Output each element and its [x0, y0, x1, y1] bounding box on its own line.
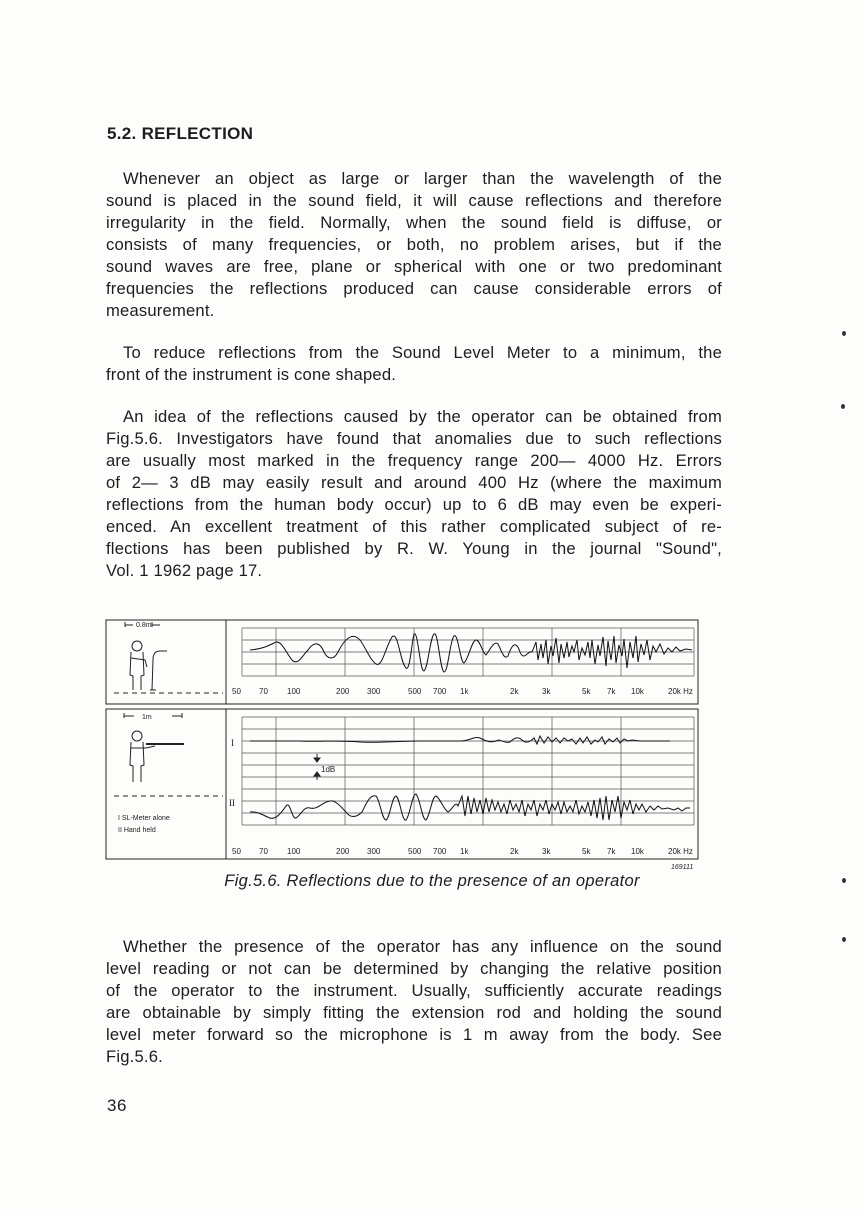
tick-label: 300: [367, 847, 381, 856]
tick-label: 10k: [631, 847, 644, 856]
distance-label-top: 0.8m: [136, 622, 152, 629]
text-line: frequencies the reflections produced can cause considerable errors of: [106, 279, 722, 298]
text-line: Fig.5.6.: [106, 1047, 163, 1066]
tick-label: 5k: [582, 847, 591, 856]
distance-label-bottom: 1m: [142, 714, 152, 721]
text-line: of 2— 3 dB may easily result and around 400 Hz (where the maximum: [106, 473, 722, 492]
operator-illustration-bottom: [114, 713, 223, 796]
trace-label-hand-held: II: [229, 798, 235, 808]
trace-label-sl-meter: I: [231, 738, 234, 748]
response-trace-sl-meter-alone: [250, 736, 670, 744]
tick-label: 70: [259, 687, 268, 696]
tick-label: 1k: [460, 687, 469, 696]
text-line: level reading or not can be determined by changing the relative position: [106, 959, 722, 978]
scale-label-1db: 1dB: [321, 765, 336, 774]
tick-label: 50: [232, 847, 241, 856]
text-line: measurement.: [106, 301, 215, 320]
response-trace-top: [250, 634, 692, 672]
text-line: Whether the presence of the operator has any influence on the sound: [123, 937, 722, 956]
tick-label: 200: [336, 847, 350, 856]
tick-label: 300: [367, 687, 381, 696]
text-line: To reduce reflections from the Sound Level Meter to a minimum, the: [123, 343, 722, 362]
text-line: front of the instrument is cone shaped.: [106, 365, 397, 384]
paragraph-operator-influence: [106, 936, 722, 1068]
tick-label: 100: [287, 847, 301, 856]
tick-label: 7k: [607, 847, 616, 856]
legend-sl-meter-alone: I SL-Meter alone: [118, 815, 170, 822]
tick-label: 2k: [510, 687, 519, 696]
text-line: Whenever an object as large or larger than the wavelength of the: [123, 169, 722, 188]
tick-label: 20k Hz: [668, 687, 693, 696]
text-line: are usually most marked in the frequency range 200— 4000 Hz. Errors: [106, 451, 722, 470]
tick-label: 2k: [510, 847, 519, 856]
text-line: irregularity in the field. Normally, when the sound field is diffuse, or: [106, 213, 722, 232]
tick-label: 700: [433, 687, 447, 696]
margin-mark: [842, 331, 846, 336]
text-line: are obtainable by simply fitting the extension rod and holding the sound: [106, 1003, 722, 1022]
bottom-panel-frame: [106, 709, 698, 859]
tick-label: 3k: [542, 847, 551, 856]
tick-label: 200: [336, 687, 350, 696]
tick-label: 7k: [607, 687, 616, 696]
text-line: Vol. 1 1962 page 17.: [106, 561, 263, 580]
db-scale-marker: [314, 754, 320, 780]
tick-label: 100: [287, 687, 301, 696]
response-trace-hand-held: [250, 794, 690, 820]
text-line: Fig.5.6. Investigators have found that anomalies due to such reflections: [106, 429, 722, 448]
legend-hand-held: II Hand held: [118, 827, 156, 834]
tick-label: 500: [408, 687, 422, 696]
top-grid: [242, 628, 694, 676]
page-number: 36: [107, 1096, 127, 1115]
tick-label: 20k Hz: [668, 847, 693, 856]
tick-label: 1k: [460, 847, 469, 856]
figure-caption: Fig.5.6. Reflections due to the presence of an operator: [224, 872, 640, 890]
tick-label: 10k: [631, 687, 644, 696]
tick-label: 700: [433, 847, 447, 856]
text-line: reflections from the human body occur) up to 6 dB may even be experi-: [106, 495, 722, 514]
operator-illustration-top: [114, 622, 223, 693]
tick-label: 3k: [542, 687, 551, 696]
frequency-axis-top: [232, 687, 693, 696]
margin-mark: [842, 878, 846, 883]
bottom-panel: [106, 709, 698, 859]
frequency-axis-bottom: [232, 847, 693, 856]
top-panel: [106, 620, 698, 704]
section-heading: 5.2. REFLECTION: [107, 124, 254, 143]
text-line: of the operator to the instrument. Usually, sufficiently accurate readings: [106, 981, 722, 1000]
tick-label: 5k: [582, 687, 591, 696]
text-line: consists of many frequencies, or both, no problem arises, but if the: [106, 235, 722, 254]
tick-label: 70: [259, 847, 268, 856]
text-line: sound waves are free, plane or spherical with one or two predominant: [106, 257, 722, 276]
margin-mark: [842, 937, 846, 942]
margin-mark: [841, 404, 845, 409]
tick-label: 50: [232, 687, 241, 696]
text-line: sound is placed in the sound field, it will cause reflections and therefore: [106, 191, 722, 210]
text-line: flections has been published by R. W. Young in the journal "Sound",: [106, 539, 722, 558]
figure-code: 169111: [671, 864, 694, 871]
text-line: An idea of the reflections caused by the operator can be obtained from: [123, 407, 722, 426]
text-line: enced. An excellent treatment of this rather complicated subject of re-: [106, 517, 722, 536]
tick-label: 500: [408, 847, 422, 856]
text-line: level meter forward so the microphone is 1 m away from the body. See: [106, 1025, 722, 1044]
